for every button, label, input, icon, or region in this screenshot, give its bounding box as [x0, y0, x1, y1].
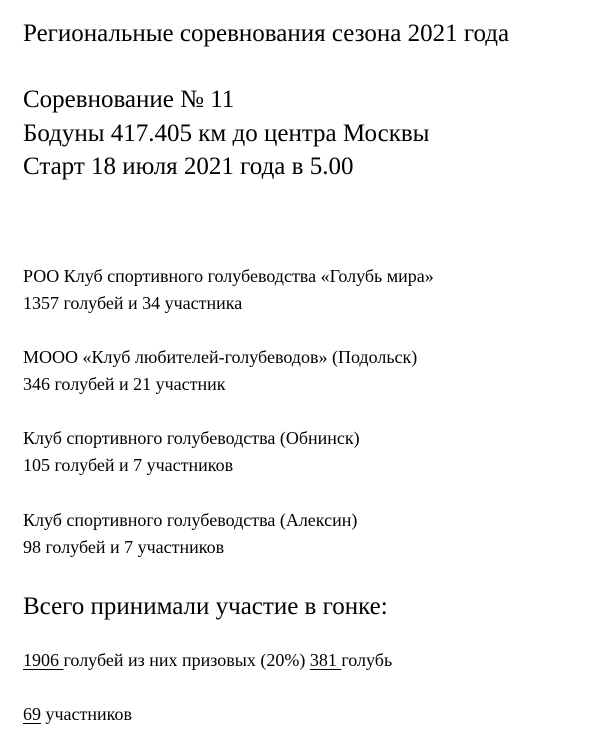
club-name: РОО Клуб спортивного голубеводства «Голубь мира»	[23, 266, 434, 286]
competition-number: Соревнование № 11	[23, 86, 235, 113]
summary-heading: Всего принимали участие в гонке:	[23, 593, 388, 620]
club-stats: 105 голубей и 7 участников	[23, 455, 234, 475]
competition-location: Бодуны 417.405 км до центра Москвы	[23, 120, 430, 147]
pigeons-text: голубей из них призовых (20%)	[63, 650, 306, 670]
competition-start: Старт 18 июля 2021 года в 5.00	[23, 153, 354, 180]
total-pigeons: 1906	[23, 650, 59, 670]
prize-unit: голубь	[341, 650, 393, 670]
club-name: Клуб спортивного голубеводства (Алексин)	[23, 510, 358, 530]
page-title: Региональные соревнования сезона 2021 года	[23, 20, 510, 47]
club-stats: 346 голубей и 21 участник	[23, 374, 226, 394]
club-stats: 1357 голубей и 34 участника	[23, 293, 243, 313]
prize-pigeons: 381	[309, 650, 337, 670]
club-name: МООО «Клуб любителей-голубеводов» (Подольск)	[23, 347, 418, 367]
club-name: Клуб спортивного голубеводства (Обнинск)	[23, 428, 360, 448]
participants-count: 69	[23, 704, 41, 724]
participants-text: участников	[45, 704, 132, 724]
summary-pigeons	[23, 651, 392, 669]
summary-participants	[23, 705, 132, 723]
club-stats: 98 голубей и 7 участников	[23, 537, 225, 557]
